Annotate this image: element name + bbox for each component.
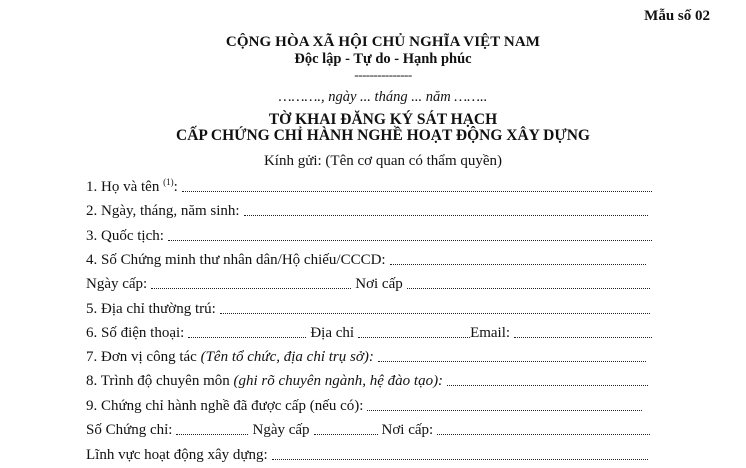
field-issued-certificate bbox=[86, 395, 642, 417]
national-title: CỘNG HÒA XÃ HỘI CHỦ NGHĨA VIỆT NAM bbox=[225, 34, 541, 50]
certificate-number-input[interactable] bbox=[176, 430, 248, 435]
form-code: Mẫu số 02 bbox=[644, 8, 710, 24]
field-label: 4. Số Chứng minh thư nhân dân/Hộ chiếu/CCCD: bbox=[86, 252, 386, 268]
field-label: 5. Địa chỉ thường trú: bbox=[86, 301, 216, 317]
field-full-name bbox=[86, 176, 652, 198]
national-motto: Độc lập - Tự do - Hạnh phúc bbox=[294, 51, 472, 67]
field-label: Email: bbox=[470, 325, 511, 341]
phone-input[interactable] bbox=[188, 333, 306, 338]
address-input[interactable] bbox=[358, 333, 470, 338]
field-label: 2. Ngày, tháng, năm sinh: bbox=[86, 203, 240, 219]
footnote-marker: (1) bbox=[163, 177, 174, 187]
field-label: 6. Số điện thoại: bbox=[86, 325, 185, 341]
addressee: Kính gửi: (Tên cơ quan có thẩm quyền) bbox=[263, 153, 503, 169]
field-label: Nơi cấp: bbox=[381, 422, 434, 438]
field-qualification bbox=[86, 370, 648, 392]
email-input[interactable] bbox=[514, 333, 652, 338]
date-line: ………., ngày ... tháng ... năm …….. bbox=[278, 89, 488, 105]
field-label: 9. Chứng chỉ hành nghề đã được cấp (nếu có): bbox=[86, 398, 364, 414]
field-certificate-details bbox=[86, 419, 650, 441]
permanent-address-input[interactable] bbox=[220, 309, 650, 314]
field-contact bbox=[86, 322, 652, 344]
document-title-line1: TỜ KHAI ĐĂNG KÝ SÁT HẠCH bbox=[268, 111, 498, 128]
field-activity-area bbox=[86, 444, 648, 466]
certificate-issue-place-input[interactable] bbox=[437, 430, 650, 435]
birth-date-input[interactable] bbox=[244, 211, 648, 216]
id-issue-place-input[interactable] bbox=[407, 284, 650, 289]
field-label: Lĩnh vực hoạt động xây dựng: bbox=[86, 447, 268, 463]
field-id-number bbox=[86, 249, 646, 271]
nationality-input[interactable] bbox=[168, 236, 652, 241]
field-label: 3. Quốc tịch: bbox=[86, 228, 164, 244]
document-title-line2: CẤP CHỨNG CHỈ HÀNH NGHỀ HOẠT ĐỘNG XÂY DỰNG bbox=[176, 127, 590, 144]
field-label: Nơi cấp bbox=[355, 276, 403, 292]
field-id-issue bbox=[86, 273, 650, 295]
id-number-input[interactable] bbox=[390, 260, 646, 265]
field-permanent-address bbox=[86, 298, 650, 320]
field-hint: (ghi rõ chuyên ngành, hệ đào tạo): bbox=[233, 373, 444, 389]
field-label: 7. Đơn vị công tác (Tên tổ chức, địa chỉ trụ sở): bbox=[86, 349, 374, 365]
field-label: 8. Trình độ chuyên môn (ghi rõ chuyên ngành, hệ đào tạo): bbox=[86, 373, 444, 389]
field-birth-date bbox=[86, 200, 648, 222]
field-label: Ngày cấp: bbox=[86, 276, 148, 292]
certificate-issue-date-input[interactable] bbox=[314, 430, 378, 435]
id-issue-date-input[interactable] bbox=[151, 284, 351, 289]
activity-area-input[interactable] bbox=[272, 455, 648, 460]
header-separator: --------------- bbox=[354, 67, 412, 82]
field-label: 1. Họ và tên $^{(1)}$: bbox=[86, 177, 178, 195]
field-nationality bbox=[86, 225, 652, 247]
field-hint: (Tên tổ chức, địa chỉ trụ sở): bbox=[200, 349, 374, 365]
field-label: Ngày cấp bbox=[252, 422, 310, 438]
qualification-input[interactable] bbox=[447, 381, 648, 386]
full-name-input[interactable] bbox=[182, 187, 652, 192]
field-workplace bbox=[86, 346, 646, 368]
workplace-input[interactable] bbox=[378, 357, 646, 362]
field-label: Số Chứng chỉ: bbox=[86, 422, 173, 438]
field-label: Địa chỉ bbox=[310, 325, 355, 341]
issued-certificate-input[interactable] bbox=[367, 406, 642, 411]
